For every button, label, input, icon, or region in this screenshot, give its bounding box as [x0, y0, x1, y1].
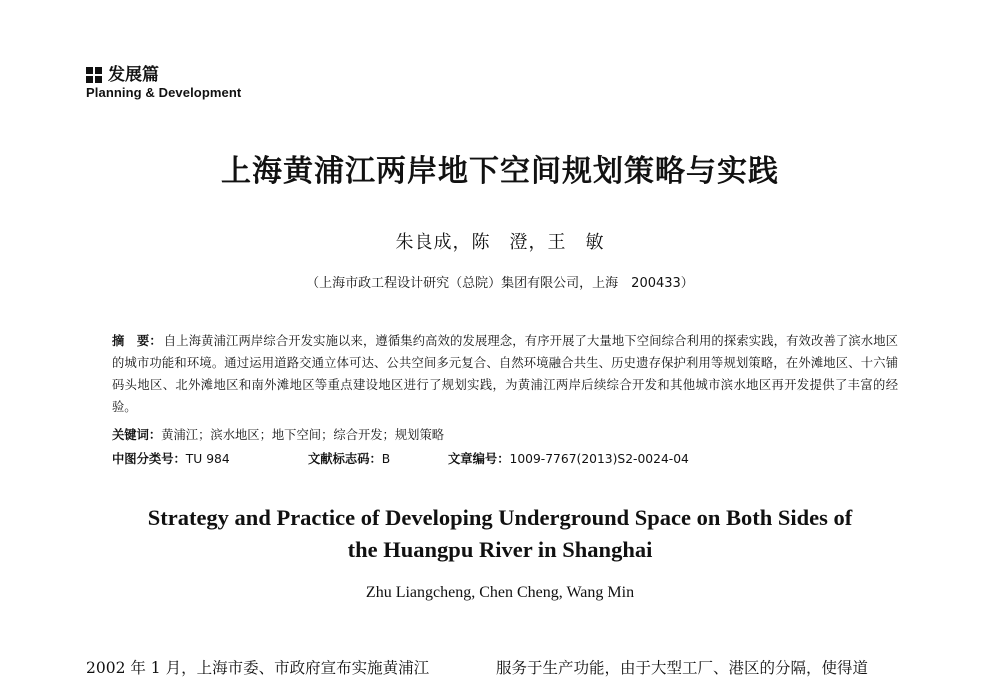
doc-code-label: 文献标志码：	[308, 452, 382, 466]
abstract-label: 摘 要：	[112, 334, 162, 348]
section-grid-icon	[86, 67, 102, 83]
article-no-value: 1009-7767(2013)S2-0024-04	[509, 452, 689, 466]
body-right-column-text: 服务于生产功能，由于大型工厂、港区的分隔，使得道	[496, 659, 869, 677]
affiliation-zh: （上海市政工程设计研究（总院）集团有限公司，上海 200433）	[306, 276, 694, 291]
authors-en: Zhu Liangcheng, Chen Cheng, Wang Min	[365, 584, 635, 601]
clc-label: 中图分类号：	[112, 452, 186, 466]
article-title-zh: 上海黄浦江两岸地下空间规划策略与实践	[221, 154, 779, 189]
keywords-text: 黄浦江；滨水地区；地下空间；综合开发；规划策略	[161, 428, 445, 442]
body-left-column-text: 2002 年 1 月，上海市委、市政府宣布实施黄浦江	[86, 659, 430, 677]
keywords	[112, 425, 444, 443]
section-title-en: Planning & Development	[86, 85, 242, 100]
section-header	[86, 66, 241, 100]
abstract	[112, 330, 898, 418]
clc-value: TU 984	[185, 452, 230, 466]
doc-code-value: B	[381, 452, 391, 466]
article-title-en-line1: Strategy and Practice of Developing Underground Space on Both Sides of	[147, 505, 853, 530]
keywords-label: 关键词：	[112, 428, 162, 442]
article-title-en-line2: the Huangpu River in Shanghai	[347, 537, 653, 562]
authors-zh: 朱良成，陈 澄，王 敏	[395, 232, 605, 253]
abstract-text: 自上海黄浦江两岸综合开发实施以来，遵循集约高效的发展理念，有序开展了大量地下空间综合利用的探索实践，有效改善了滨水地区的城市功能和环境。通过运用道路交通立体可达、公共空间多元复合、自然环境融合共生、历史遗存保护利用等规划策略，在外滩地区、十六铺码头地区、北外滩地区和南外滩地区等重点建设地区进行了规划实践，为黄浦江两岸后续综合开发和其他城市滨水地区再开发提供了丰富的经验。	[112, 334, 898, 414]
body-text-line	[86, 656, 926, 678]
section-title-zh: 发展篇	[108, 65, 159, 85]
article-title-en	[0, 502, 1000, 566]
article-no-label: 文章编号：	[448, 452, 510, 466]
